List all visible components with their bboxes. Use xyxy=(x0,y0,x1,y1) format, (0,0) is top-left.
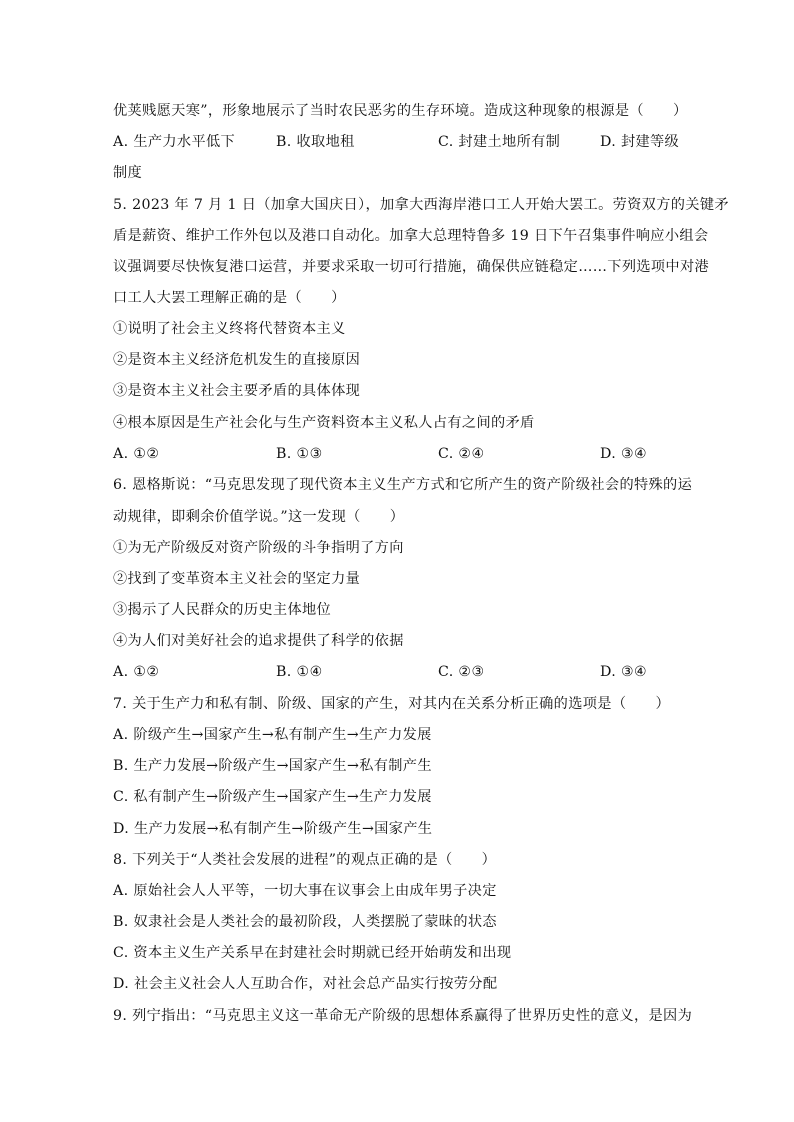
q5-stem-line-1: 5. 2023 年 7 月 1 日（加拿大国庆日），加拿大西海岸港口工人开始大罢工。劳资双方的关键矛 xyxy=(113,197,729,213)
q6-option-d: D. ③④ xyxy=(600,664,648,680)
q5-statement-4: ④根本原因是生产社会化与生产资料资本主义私人占有之间的矛盾 xyxy=(113,415,535,431)
q6-option-a: A. ①② xyxy=(113,664,160,680)
q5-options xyxy=(113,444,683,464)
q5-statement-1: ①说明了社会主义终将代替资本主义 xyxy=(113,321,346,337)
q8-option-d: D. 社会主义社会人人互助合作，对社会总产品实行按劳分配 xyxy=(113,976,498,992)
q6-option-b: B. ①④ xyxy=(276,664,323,680)
q6-stem-line-2: 动规律，即剩余价值学说。”这一发现（ ） xyxy=(113,509,405,525)
q8-stem: 8. 下列关于“人类社会发展的进程”的观点正确的是（ ） xyxy=(113,852,497,868)
q6-option-c: C. ②③ xyxy=(438,664,485,680)
q7-option-d: D. 生产力发展→私有制产生→阶级产生→国家产生 xyxy=(113,821,433,837)
q6-stem-line-1: 6. 恩格斯说：“马克思发现了现代资本主义生产方式和它所产生的资产阶级社会的特殊的运 xyxy=(113,477,693,493)
q6-options xyxy=(113,662,683,682)
q6-statement-4: ④为人们对美好社会的追求提供了科学的依据 xyxy=(113,633,404,649)
q8-option-a: A. 原始社会人人平等，一切大事在议事会上由成年男子决定 xyxy=(113,883,497,899)
q8-option-c: C. 资本主义生产关系早在封建社会时期就已经开始萌发和出现 xyxy=(113,945,512,961)
q4-option-d: D. 封建等级 xyxy=(600,134,680,150)
q4-option-b: B. 收取地租 xyxy=(276,134,355,150)
q7-option-c: C. 私有制产生→阶级产生→国家产生→生产力发展 xyxy=(113,789,432,805)
q4-options xyxy=(113,132,683,152)
q7-stem: 7. 关于生产力和私有制、阶级、国家的产生，对其内在关系分析正确的选项是（ ） xyxy=(113,696,670,712)
q7-option-a: A. 阶级产生→国家产生→私有制产生→生产力发展 xyxy=(113,727,432,743)
q5-option-c: C. ②④ xyxy=(438,446,485,462)
q4-option-c: C. 封建土地所有制 xyxy=(438,134,561,150)
q5-option-d: D. ③④ xyxy=(600,446,648,462)
q5-stem-line-3: 议强调要尽快恢复港口运营，并要求采取一切可行措施，确保供应链稳定……下列选项中对港 xyxy=(113,259,710,275)
q6-statement-1: ①为无产阶级反对资产阶级的斗争指明了方向 xyxy=(113,540,404,556)
q5-statement-3: ③是资本主义社会主要矛盾的具体体现 xyxy=(113,383,361,399)
q4-stem-line: 优荚贱愿天寒”，形象地展示了当时农民恶劣的生存环境。造成这种现象的根源是（ ） xyxy=(113,103,688,119)
q8-option-b: B. 奴隶社会是人类社会的最初阶段，人类摆脱了蒙昧的状态 xyxy=(113,914,497,930)
q4-option-a: A. 生产力水平低下 xyxy=(113,134,236,150)
q4-option-d-continued: 制度 xyxy=(113,165,143,181)
q5-option-a: A. ①② xyxy=(113,446,160,462)
q9-stem-line-1: 9. 列宁指出：“马克思主义这一革命无产阶级的思想体系赢得了世界历史性的意义，是因为 xyxy=(113,1008,693,1024)
q6-statement-3: ③揭示了人民群众的历史主体地位 xyxy=(113,602,332,618)
q6-statement-2: ②找到了变革资本主义社会的坚定力量 xyxy=(113,571,361,587)
q7-option-b: B. 生产力发展→阶级产生→国家产生→私有制产生 xyxy=(113,758,432,774)
q5-statement-2: ②是资本主义经济危机发生的直接原因 xyxy=(113,352,361,368)
q5-stem-line-2: 盾是薪资、维护工作外包以及港口自动化。加拿大总理特鲁多 19 日下午召集事件响应小组会 xyxy=(113,228,709,244)
q5-stem-line-4: 口工人大罢工理解正确的是（ ） xyxy=(113,290,346,306)
q5-option-b: B. ①③ xyxy=(276,446,323,462)
